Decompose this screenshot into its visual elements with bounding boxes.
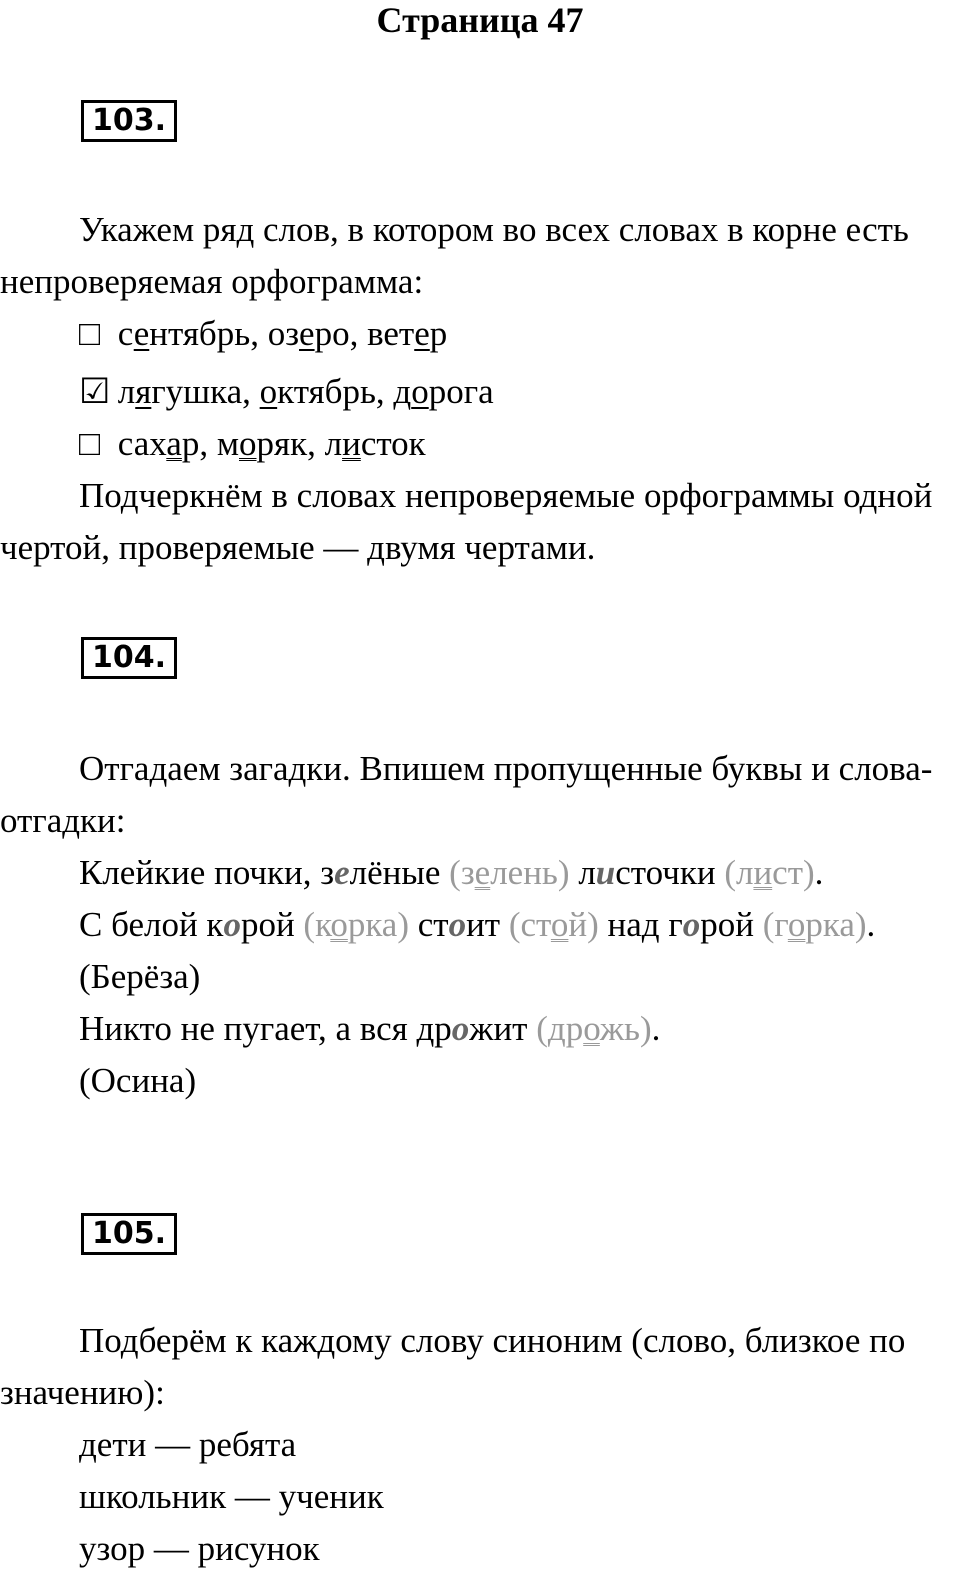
exercise-number-103: 103. [81, 100, 177, 142]
synonym-pair: школьник — ученик [79, 1477, 384, 1516]
riddle-answer-2: (Осина) [79, 1061, 197, 1100]
exercise-103-note: Подчеркнём в словах непроверяемые орфограммы одной чертой, проверяемые — двумя чертами. [0, 476, 933, 567]
exercise-number-105: 105. [81, 1213, 177, 1255]
option-1: □ сентябрь, озеро, ветер [0, 308, 955, 360]
checkbox-empty-icon: □ [79, 424, 101, 463]
synonym-pair: дети — ребята [79, 1425, 297, 1464]
synonym-pair: узор — рисунок [79, 1529, 320, 1568]
checkbox-empty-icon: □ [79, 314, 101, 353]
option-3: □ сахар, моряк, листок [0, 418, 955, 470]
page-title: Страница 47 [376, 0, 584, 40]
riddle-line-3: Никто не пугает, а вся дрожит (дрожь). [79, 1009, 661, 1048]
exercise-103-task: Укажем ряд слов, в котором во всех словах в корне есть непроверяемая орфограмма: [0, 210, 909, 301]
riddle-line-1: Клейкие почки, зелёные (зелень) листочки (лист). [79, 853, 824, 892]
exercise-105-body [0, 1315, 955, 1575]
checkbox-checked-icon: ☑ [79, 372, 111, 411]
exercise-104-body [0, 743, 955, 1107]
riddle-line-2: С белой корой (корка) стоит (стой) над горой (горка). [79, 905, 876, 944]
exercise-104-task: Отгадаем загадки. Впишем пропущенные буквы и слова-отгадки: [0, 749, 933, 840]
exercise-103-body [0, 204, 955, 574]
option-2: ☑ лягушка, октябрь, дорога [0, 366, 955, 418]
riddle-answer-1: (Берёза) [79, 957, 201, 996]
exercise-105-task: Подберём к каждому слову синоним (слово, близкое по значению): [0, 1321, 906, 1412]
exercise-number-104: 104. [81, 637, 177, 679]
